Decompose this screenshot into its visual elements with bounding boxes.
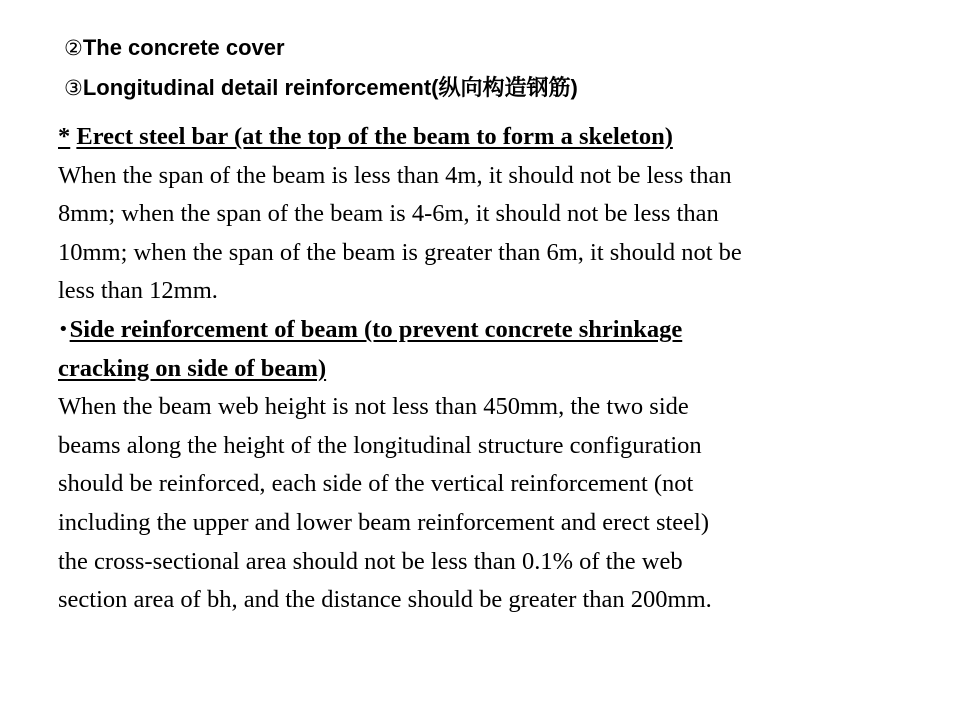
circled-number-2: ② (64, 36, 83, 60)
heading-longitudinal-reinforcement (64, 73, 578, 103)
section-title-side-reinforcement (58, 311, 948, 350)
paragraph-line: less than 12mm. (58, 277, 218, 305)
section-title-continuation (58, 350, 948, 389)
paragraph-line: When the beam web height is not less than 450mm, the two side (58, 393, 689, 421)
paragraph-line: the cross-sectional area should not be less than 0.1% of the web (58, 547, 683, 575)
asterisk-marker: * (58, 123, 71, 150)
paragraph-line: 8mm; when the span of the beam is 4-6m, it should not be less than (58, 200, 719, 228)
section-title-text: Erect steel bar (at the top of the beam to form a skeleton) (76, 123, 673, 150)
body-text (58, 118, 948, 620)
heading-text: Longitudinal detail reinforcement(纵向构造钢筋) (82, 75, 578, 100)
bullet-icon: • (58, 318, 69, 340)
section-title-text: Side reinforcement of beam (to prevent concrete shrinkage (69, 315, 683, 343)
paragraph-line: When the span of the beam is less than 4m, it should not be less than (58, 161, 732, 189)
heading-text: The concrete cover (82, 35, 285, 60)
paragraph-line: should be reinforced, each side of the vertical reinforcement (not (58, 470, 694, 498)
paragraph-line: including the upper and lower beam reinforcement and erect steel) (58, 508, 710, 536)
circled-number-3: ③ (64, 76, 83, 100)
section-title-erect-steel (58, 118, 948, 157)
heading-concrete-cover (64, 33, 285, 63)
paragraph-line: 10mm; when the span of the beam is greater than 6m, it should not be (58, 238, 742, 266)
paragraph-line: section area of bh, and the distance should be greater than 200mm. (58, 586, 712, 614)
paragraph-line: beams along the height of the longitudinal structure configuration (58, 431, 702, 459)
section-title-text: cracking on side of beam) (58, 354, 327, 382)
